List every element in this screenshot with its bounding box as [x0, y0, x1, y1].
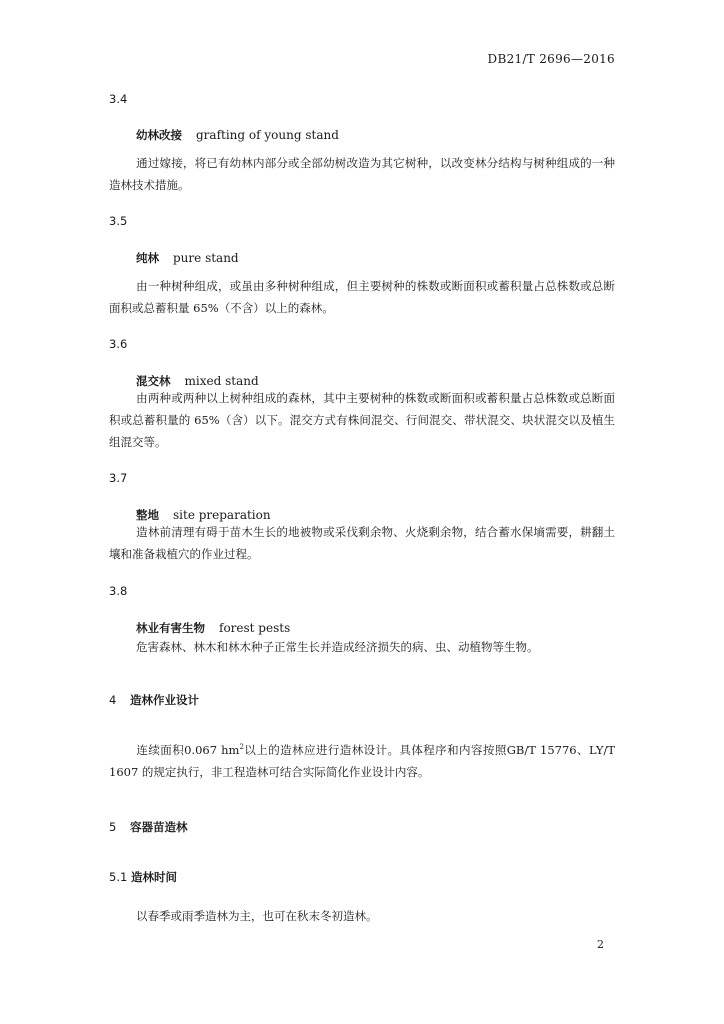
- clause-number: 3.7: [109, 471, 128, 485]
- term-en: grafting of young stand: [196, 128, 339, 142]
- section-title: 造林作业设计: [130, 693, 199, 707]
- term-en: site preparation: [173, 508, 271, 522]
- page-number: 2: [597, 938, 604, 951]
- section-title: 造林时间: [131, 870, 177, 884]
- section-paragraph: [109, 905, 615, 927]
- paragraph-text: 连续面积0.067 hm: [136, 743, 240, 757]
- superscript: 2: [239, 743, 244, 752]
- section-number: 5: [109, 820, 117, 834]
- term-zh: 混交林: [136, 374, 171, 388]
- term-entry: [136, 620, 290, 636]
- paragraph-text: 以春季或雨季造林为主，也可在秋末冬初造林。: [136, 909, 378, 923]
- term-definition: [109, 152, 615, 196]
- section-number: 4: [109, 693, 117, 707]
- term-zh: 幼林改接: [136, 128, 182, 142]
- section-paragraph: [109, 739, 615, 783]
- subsection-heading: [109, 869, 177, 885]
- term-zh: 整地: [136, 508, 159, 522]
- term-definition: [109, 275, 615, 319]
- term-zh: 纯林: [136, 251, 159, 265]
- term-definition: [109, 521, 615, 565]
- term-entry: [136, 250, 239, 266]
- term-entry: [136, 127, 339, 143]
- section-title: 容器苗造林: [130, 820, 188, 834]
- definition-text: 由一种树种组成，或虽由多种树种组成，但主要树种的株数或断面积或蓄积量占总株数或总断面积或总蓄积量 65%（不含）以上的森林。: [109, 279, 615, 315]
- definition-text: 危害森林、林木和林木种子正常生长并造成经济损失的病、虫、动植物等生物。: [136, 640, 539, 654]
- section-number: 5.1: [109, 870, 128, 884]
- clause-number: 3.4: [109, 92, 128, 106]
- clause-number: 3.5: [109, 214, 128, 228]
- section-heading: [109, 692, 199, 708]
- section-heading: [109, 819, 188, 835]
- definition-text: 由两种或两种以上树种组成的森林，其中主要树种的株数或断面积或蓄积量占总株数或总断面积或总蓄积量的 65%（含）以下。混交方式有株间混交、行间混交、带状混交、块状混交以及植生组混交等。: [109, 391, 615, 449]
- term-zh: 林业有害生物: [136, 621, 205, 635]
- clause-number: 3.6: [109, 337, 128, 351]
- term-en: forest pests: [219, 621, 291, 635]
- term-definition: [109, 636, 615, 658]
- term-en: pure stand: [173, 251, 239, 265]
- definition-text: 通过嫁接，将已有幼林内部分或全部幼树改造为其它树种，以改变林分结构与树种组成的一种造林技术措施。: [109, 156, 615, 192]
- definition-text: 造林前清理有碍于苗木生长的地被物或采伐剩余物、火烧剩余物，结合蓄水保墒需要，耕翻土壤和准备栽植穴的作业过程。: [109, 525, 615, 561]
- clause-number: 3.8: [109, 584, 128, 598]
- paragraph-text: 以上的造林应进行造林设计。具体程序和内容按照GB/T 15776、LY/T 1607 的规定执行，非工程造林可结合实际简化作业设计内容。: [109, 743, 615, 779]
- term-definition: [109, 387, 615, 453]
- standard-code: DB21/T 2696—2016: [487, 52, 615, 66]
- term-en: mixed stand: [184, 374, 259, 388]
